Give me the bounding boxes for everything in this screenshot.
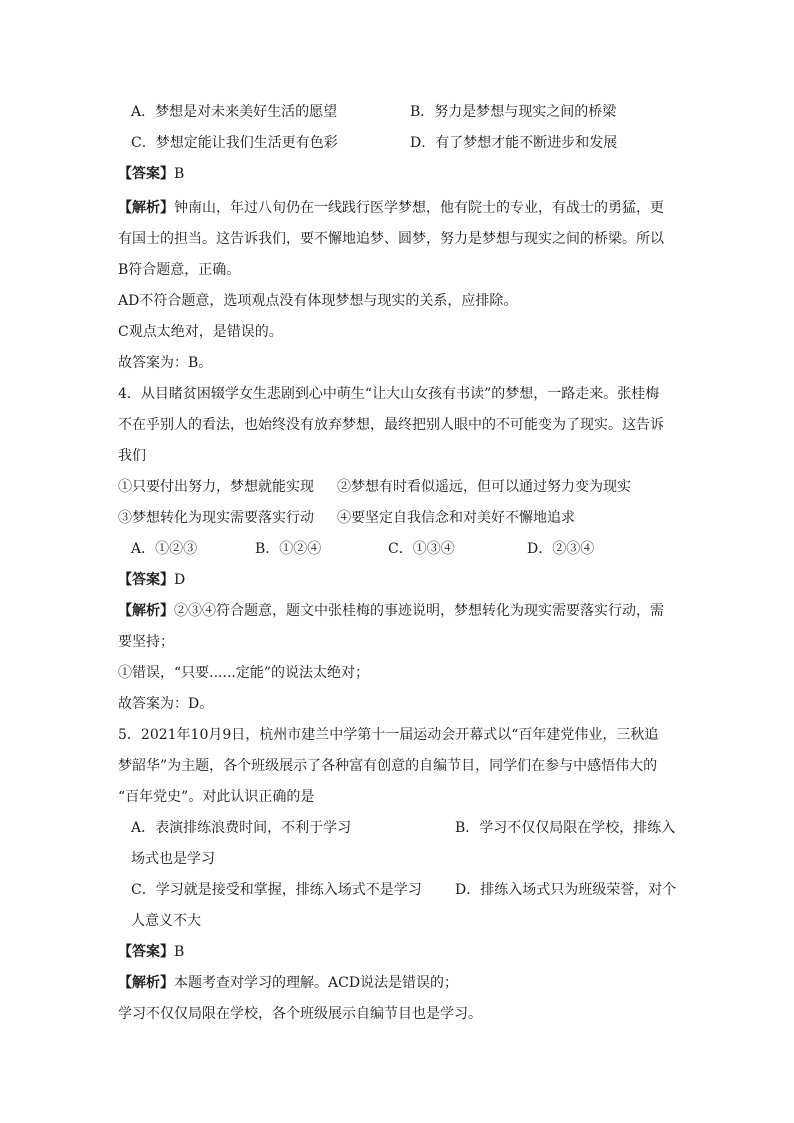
- q4-option-a: A．①②③: [131, 541, 198, 557]
- q3-analysis-text: 钟南山，年过八旬仍在一线践行医学梦想，他有院士的专业，有战士的勇猛，更: [174, 200, 664, 216]
- q4-statements-row-1: [118, 472, 718, 503]
- q3-options-row-2: [118, 128, 718, 159]
- q5-answer-label: 【答案】: [118, 944, 174, 960]
- q3-analysis-line: [118, 193, 718, 224]
- q3-answer-value: B: [174, 166, 185, 182]
- q4-statement-2: ②梦想有时看似遥远，但可以通过努力变为现实: [337, 479, 631, 495]
- q4-option-d: D．②③④: [527, 541, 595, 557]
- q5-options-row-1: [118, 813, 718, 844]
- q5-stem-line: 梦韶华”为主题，各个班级展示了各种富有创意的自编节目，同学们在参与中感悟伟大的: [118, 758, 658, 774]
- q4-option-b: B．①②④: [255, 541, 322, 557]
- q5-option-c: C．学习就是接受和掌握，排练入场式不是学习: [131, 882, 422, 898]
- q5-answer-value: B: [174, 944, 185, 960]
- q4-analysis-label: 【解析】: [118, 603, 174, 619]
- q3-analysis-line: 有国士的担当。这告诉我们，要不懈地追梦、圆梦，努力是梦想与现实之间的桥梁。所以: [118, 231, 664, 247]
- q5-answer: [118, 937, 718, 968]
- q5-option-b-continued: 场式也是学习: [131, 851, 215, 867]
- q5-analysis-line: [118, 968, 718, 999]
- q4-analysis-line: 要坚持；: [118, 634, 174, 650]
- q4-statement-1: ①只要付出努力，梦想就能实现: [118, 479, 314, 495]
- q4-stem-line: 不在乎别人的看法，也始终没有放弃梦想，最终把别人眼中的不可能变为了现实。这告诉: [118, 417, 664, 433]
- q5-option-a: A．表演排练浪费时间，不利于学习: [131, 820, 352, 836]
- q5-stem-line: “百年党史”。对此认识正确的是: [118, 789, 315, 805]
- q3-option-d: D．有了梦想才能不断进步和发展: [410, 135, 618, 151]
- q4-analysis-line: [118, 596, 718, 627]
- q5-analysis-label: 【解析】: [118, 975, 174, 991]
- q4-statement-3: ③梦想转化为现实需要落实行动: [118, 510, 314, 526]
- q5-options-row-2: [118, 875, 718, 906]
- q4-statement-4: ④要坚定自我信念和对美好不懈地追求: [337, 510, 575, 526]
- q4-statements-row-2: [118, 503, 718, 534]
- q5-option-d: D．排练入场式只为班级荣誉，对个: [455, 882, 677, 898]
- page-content: [118, 97, 718, 1030]
- q3-option-a: A．梦想是对未来美好生活的愿望: [131, 104, 338, 120]
- q4-answer-label: 【答案】: [118, 572, 174, 588]
- q3-options-row-1: [118, 97, 718, 128]
- q5-analysis-line: 学习不仅仅局限在学校，各个班级展示自编节目也是学习。: [118, 1006, 482, 1022]
- q3-option-b: B．努力是梦想与现实之间的桥梁: [410, 104, 617, 120]
- q3-analysis-line: 故答案为：B。: [118, 355, 213, 371]
- q4-options-row: [118, 534, 718, 565]
- q5-stem-line: 5．2021年10月9日，杭州市建兰中学第十一届运动会开幕式以“百年建党伟业，三秋追: [118, 727, 659, 743]
- q5-option-d-continued: 人意义不大: [131, 913, 201, 929]
- q5-option-b: B．学习不仅仅局限在学校，排练入: [455, 820, 676, 836]
- q3-analysis-line: AD不符合题意，选项观点没有体现梦想与现实的关系，应排除。: [118, 293, 518, 309]
- q4-option-c: C．①③④: [388, 541, 455, 557]
- q3-answer-label: 【答案】: [118, 166, 174, 182]
- q3-analysis-line: C观点太绝对，是错误的。: [118, 324, 283, 340]
- q4-answer: [118, 565, 718, 596]
- q3-option-c: C．梦想定能让我们生活更有色彩: [131, 135, 338, 151]
- q3-analysis-line: B符合题意，正确。: [118, 262, 241, 278]
- q4-answer-value: D: [174, 572, 186, 588]
- q3-answer: [118, 159, 718, 190]
- q4-analysis-line: ①错误，“只要......定能”的说法太绝对；: [118, 665, 370, 681]
- q4-analysis-text: ②③④符合题意，题文中张桂梅的事迹说明，梦想转化为现实需要落实行动，需: [174, 603, 664, 619]
- q4-stem-line: 4．从目睹贫困辍学女生悲剧到心中萌生“让大山女孩有书读”的梦想，一路走来。张桂梅: [118, 386, 660, 402]
- q4-analysis-line: 故答案为：D。: [118, 696, 214, 712]
- q4-stem-line: 我们: [118, 448, 146, 464]
- q3-analysis-label: 【解析】: [118, 200, 174, 216]
- q5-analysis-text: 本题考查对学习的理解。ACD说法是错误的；: [174, 975, 459, 991]
